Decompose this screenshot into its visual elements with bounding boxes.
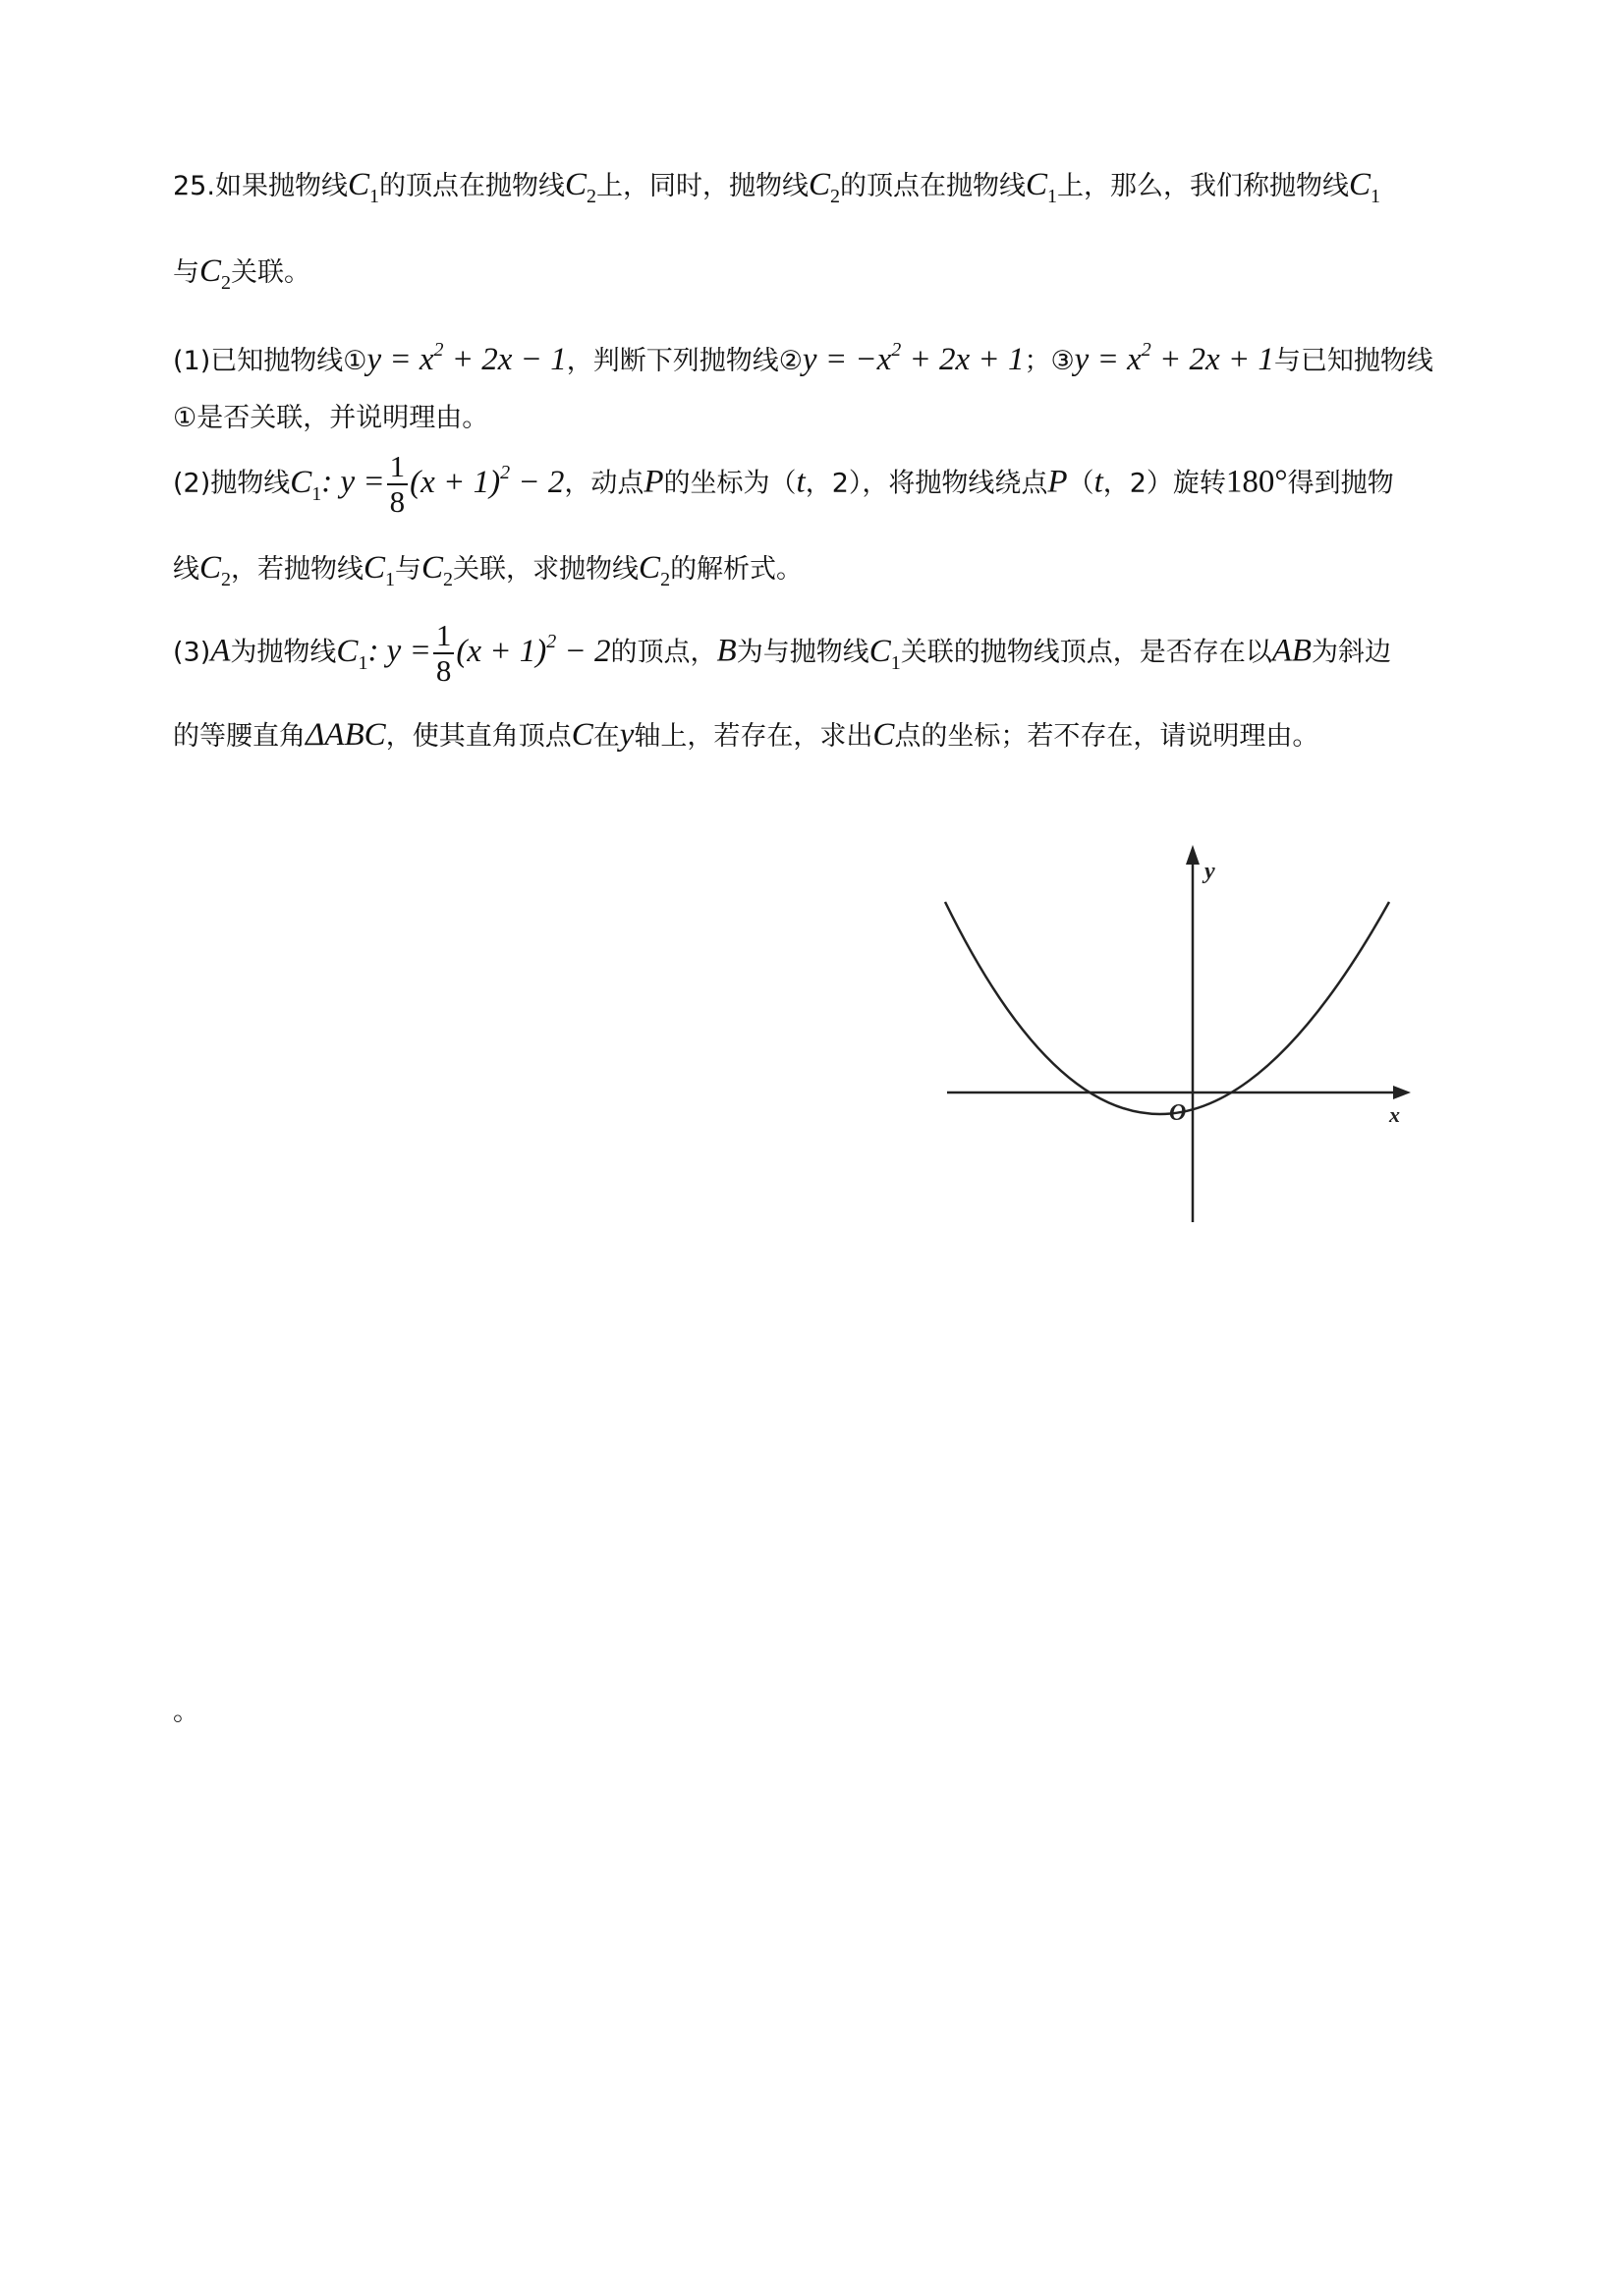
origin-label: O <box>1169 1100 1187 1126</box>
text: 线 <box>173 554 199 585</box>
problem-line-5 <box>173 450 1394 519</box>
math-triangle: ΔABC <box>306 717 386 753</box>
math-c1: $C_1$ <box>364 550 396 590</box>
y-axis-arrow <box>1186 845 1200 865</box>
x-axis-label: x <box>1389 1102 1400 1127</box>
text: 点的坐标；若不存在，请说明理由。 <box>894 721 1319 752</box>
problem-line-2 <box>173 255 310 293</box>
text: 上，同时，抛物线 <box>595 171 809 201</box>
text: 的顶点在抛物线 <box>840 171 1026 201</box>
math-c1: $C_1$ <box>1349 167 1381 207</box>
text: 与已知抛物线 <box>1273 346 1433 376</box>
math-t: t <box>796 464 806 500</box>
math-c2: $C_2$ <box>639 550 671 590</box>
problem-line-1 <box>173 169 1380 206</box>
equation-1: $y = x^2 + 2x - 1$ <box>366 339 567 377</box>
math-c1: $C_1$ <box>290 464 322 505</box>
math-c2: $C_2$ <box>808 167 840 207</box>
equation-pre: : y = <box>321 464 385 500</box>
text: ，2），将抛物线绕点 <box>805 468 1048 499</box>
text: 关联，求抛物线 <box>453 554 640 585</box>
math-y: y <box>619 717 635 753</box>
text: (1)已知抛物线① <box>173 346 367 376</box>
text: 上，那么，我们称抛物线 <box>1057 171 1350 201</box>
equation-body: $(x + 1)^2 - 2$ <box>410 461 565 500</box>
trailing-mark: 。 <box>173 1697 199 1727</box>
math-t: t <box>1093 464 1103 500</box>
text: 的顶点在抛物线 <box>378 171 565 201</box>
y-axis-label: y <box>1204 859 1215 884</box>
math-p: P <box>644 464 664 500</box>
text: 为抛物线 <box>230 637 337 668</box>
text: 的解析式。 <box>670 554 804 585</box>
math-degree: 180° <box>1225 464 1288 500</box>
equation-body: $(x + 1)^2 - 2$ <box>456 630 611 669</box>
text: 与 <box>395 554 422 585</box>
text: 的坐标为（ <box>663 468 797 499</box>
math-c1: $C_1$ <box>1026 167 1058 207</box>
math-c2: $C_2$ <box>564 167 596 207</box>
text: 关联的抛物线顶点，是否存在以 <box>900 637 1272 668</box>
text: （ <box>1067 468 1094 499</box>
text: 在 <box>592 721 620 752</box>
math-c1: $C_1$ <box>336 633 368 674</box>
math-c2: $C_2$ <box>199 550 232 590</box>
math-c2: $C_2$ <box>421 550 454 590</box>
x-axis-arrow <box>1393 1086 1411 1099</box>
text: 为与抛物线 <box>736 637 869 668</box>
equation-pre: : y = <box>367 633 431 669</box>
text: ，使其直角顶点 <box>385 721 572 752</box>
text: ，动点 <box>564 468 644 499</box>
math-c: C <box>872 717 895 753</box>
text: 轴上，若存在，求出 <box>634 721 873 752</box>
text: 的顶点， <box>610 637 717 668</box>
text: 为斜边 <box>1312 637 1392 668</box>
parabola-curve <box>945 902 1389 1114</box>
math-b: B <box>716 633 737 669</box>
text: (2)抛物线 <box>173 468 291 499</box>
text: 关联。 <box>231 257 311 288</box>
text: (3) <box>173 637 211 668</box>
fraction: $\frac{1}{8}$ <box>387 450 409 519</box>
text: 与 <box>173 257 199 288</box>
math-ab: AB <box>1271 633 1313 669</box>
text: ，判断下列抛物线② <box>566 346 803 376</box>
math-c2: $C_2$ <box>199 253 232 294</box>
text: ①是否关联，并说明理由。 <box>173 403 489 433</box>
problem-line-8 <box>173 719 1318 752</box>
equation-3: $y = x^2 + 2x + 1$ <box>1074 339 1274 377</box>
text: ，2）旋转 <box>1102 468 1226 499</box>
problem-line-6 <box>173 552 803 589</box>
parabola-figure <box>943 835 1415 1238</box>
problem-line-3 <box>173 340 1433 376</box>
text: 的等腰直角 <box>173 721 306 752</box>
text: 得到抛物 <box>1287 468 1394 499</box>
equation-2: $y = -x^2 + 2x + 1$ <box>802 339 1025 377</box>
text: ；③ <box>1024 346 1075 376</box>
math-a: A <box>210 633 231 669</box>
math-c1: $C_1$ <box>868 633 901 674</box>
math-p: P <box>1047 464 1068 500</box>
problem-line-4 <box>173 405 488 431</box>
text: ，若抛物线 <box>231 554 364 585</box>
problem-line-7 <box>173 619 1391 688</box>
fraction: $\frac{1}{8}$ <box>433 619 455 688</box>
text: 25.如果抛物线 <box>173 171 348 201</box>
math-c1: $C_1$ <box>347 167 379 207</box>
math-c: C <box>571 717 593 753</box>
